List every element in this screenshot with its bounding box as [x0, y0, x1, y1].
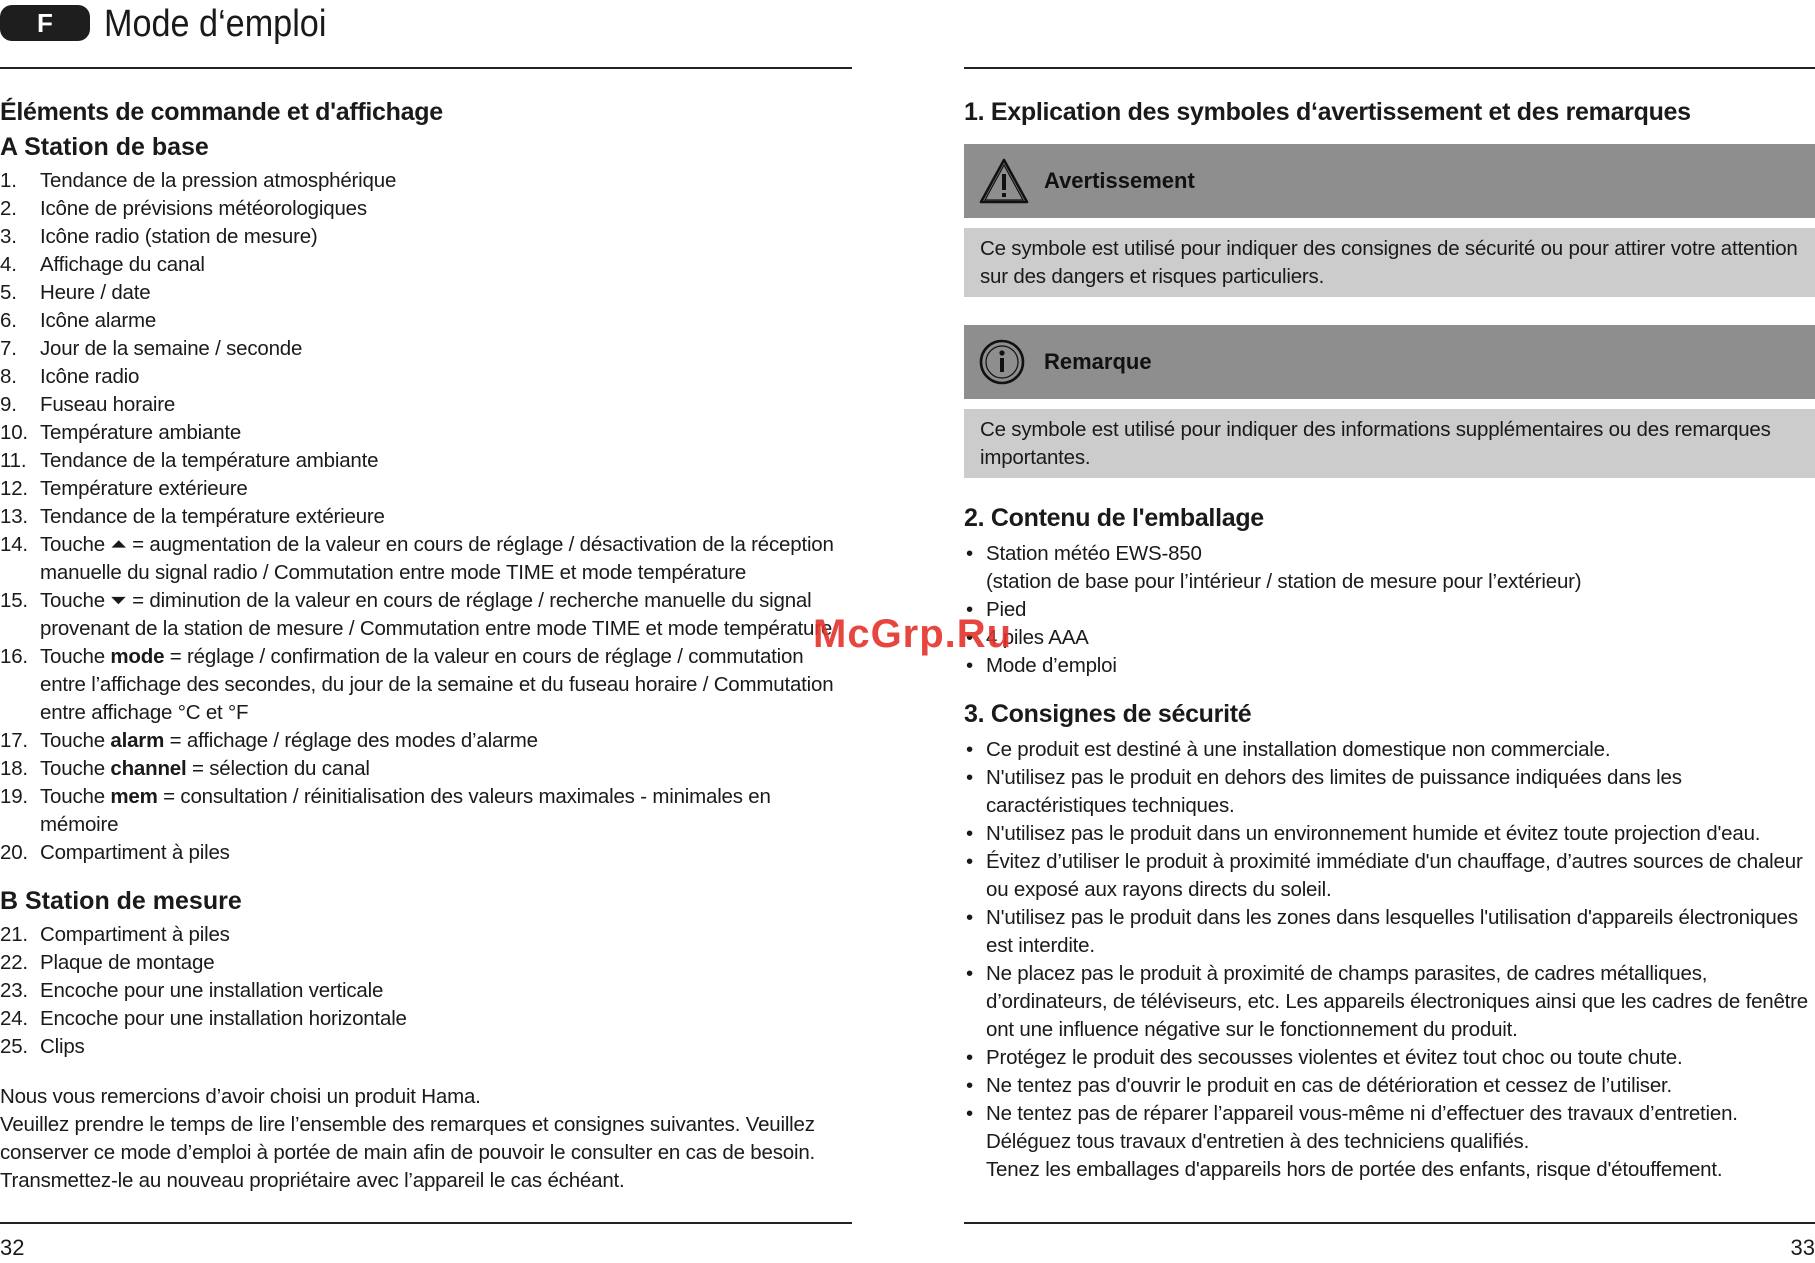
station-a-title: A Station de base	[0, 133, 209, 161]
item-number: 4.	[0, 253, 17, 276]
page-number-left: 32	[0, 1235, 25, 1260]
item-text: Icône radio	[40, 365, 140, 388]
item-number: 2.	[0, 197, 17, 220]
intro-paragraph: Veuillez prendre le temps de lire l’ensemble des remarques et consignes suivantes. Veuillez conserver ce mode d’emploi à portée de main afin de pouvoir le consulter en cas de besoin. Transmettez-le au nouveau propriétaire avec l’appareil le cas échéant.	[0, 1113, 816, 1192]
list-item	[0, 727, 852, 755]
package-section-title: 2. Contenu de l'emballage	[964, 504, 1264, 532]
item-text: Tendance de la température extérieure	[40, 505, 385, 528]
bullet-item	[964, 764, 1815, 820]
watermark-text: McGrp.Ru	[813, 612, 1013, 656]
warning-label: Avertissement	[1044, 168, 1195, 193]
button-name: mode	[110, 645, 165, 668]
item-number: 8.	[0, 365, 17, 388]
item-number: 3.	[0, 225, 17, 248]
item-number: 17.	[0, 729, 28, 752]
list-item	[0, 419, 852, 447]
station-b-title: B Station de mesure	[0, 887, 242, 915]
bullet-text: (station de base pour l’intérieur / station de mesure pour l’extérieur)	[986, 570, 1582, 593]
item-number: 14.	[0, 533, 28, 556]
bullet-text: • Pied	[986, 598, 1027, 621]
button-name: alarm	[110, 729, 165, 752]
item-number: 19.	[0, 785, 28, 808]
list-item	[0, 363, 852, 391]
item-number: 22.	[0, 951, 28, 974]
symbols-section-title: 1. Explication des symboles d‘avertissement et des remarques	[964, 98, 1691, 126]
item-number: 6.	[0, 309, 17, 332]
list-item	[0, 977, 852, 1005]
bullet-text: • 4 piles AAA	[986, 626, 1089, 649]
button-name: mem	[110, 785, 158, 808]
list-item	[0, 223, 852, 251]
bullet-item	[964, 596, 1815, 624]
item-text: Touche	[40, 729, 111, 752]
list-item	[0, 475, 852, 503]
item-text: Touche	[40, 757, 111, 780]
item-text: = sélection du canal	[186, 757, 370, 780]
left-column	[0, 96, 852, 1195]
package-contents-list	[964, 540, 1815, 680]
item-text: Tendance de la température ambiante	[40, 449, 379, 472]
item-text: Icône alarme	[40, 309, 157, 332]
intro-text	[0, 1083, 852, 1195]
item-text: Jour de la semaine / seconde	[40, 337, 303, 360]
list-item	[0, 839, 852, 867]
list-item	[0, 587, 852, 643]
safety-section-title: 3. Consignes de sécurité	[964, 700, 1252, 728]
item-text: = réglage / confirmation de la valeur en cours de réglage / commutation entre l’affichage des secondes, du jour de la semaine et du fuseau horaire / Commutation entre affichage °C et °F	[40, 645, 834, 724]
list-item	[0, 391, 852, 419]
bullet-text: • N'utilisez pas le produit dans un environnement humide et évitez toute projection d'eau.	[986, 822, 1761, 845]
item-number: 12.	[0, 477, 28, 500]
list-item	[0, 531, 852, 587]
bullet-item	[964, 736, 1815, 764]
note-label: Remarque	[1044, 349, 1152, 374]
bullet-text: • N'utilisez pas le produit dans les zones dans lesquelles l'utilisation d'appareils électroniques est interdite.	[986, 906, 1798, 957]
safety-instructions-list	[964, 736, 1815, 1184]
language-tab: F	[0, 5, 90, 41]
bullet-text: • Ne placez pas le produit à proximité de champs parasites, de cadres métalliques, d’ordinateurs, de téléviseurs, etc. Les appareils électroniques ainsi que les cadres de fenêtre ont une influence négative sur le fonctionnement du produit.	[986, 962, 1808, 1041]
bottom-rule-left	[0, 1222, 852, 1224]
list-item	[0, 783, 852, 839]
right-column	[964, 96, 1815, 1184]
warning-triangle-icon	[978, 157, 1030, 205]
item-number: 1.	[0, 169, 17, 192]
item-number: 5.	[0, 281, 17, 304]
list-item	[0, 755, 852, 783]
item-number: 24.	[0, 1007, 28, 1030]
right-page	[964, 0, 1815, 1263]
item-number: 13.	[0, 505, 28, 528]
bullet-text: • Évitez d’utiliser le produit à proximité immédiate d'un chauffage, d’autres sources de chaleur ou exposé aux rayons directs du soleil.	[986, 850, 1803, 901]
item-text: Touche ⏷ = diminution de la valeur en cours de réglage / recherche manuelle du signal provenant de la station de mesure / Commutation entre mode TIME et mode température	[40, 589, 833, 640]
document-title: Mode d‘emploi	[104, 3, 327, 45]
item-number: 18.	[0, 757, 28, 780]
bullet-text: Tenez les emballages d'appareils hors de portée des enfants, risque d'étouffement.	[986, 1158, 1723, 1181]
list-item	[0, 921, 852, 949]
item-text: Affichage du canal	[40, 253, 205, 276]
list-item	[0, 949, 852, 977]
list-item	[0, 195, 852, 223]
list-item	[0, 447, 852, 475]
bullet-item	[964, 540, 1815, 596]
warning-header	[964, 144, 1815, 218]
bullet-text: • Protégez le produit des secousses violentes et évitez tout choc ou toute chute.	[986, 1046, 1683, 1069]
note-header	[964, 325, 1815, 399]
bullet-item	[964, 820, 1815, 848]
item-number: 15.	[0, 589, 28, 612]
bullet-item	[964, 960, 1815, 1044]
list-item	[0, 1005, 852, 1033]
bullet-text: • N'utilisez pas le produit en dehors des limites de puissance indiquées dans les caractéristiques techniques.	[986, 766, 1682, 817]
item-text: Touche	[40, 785, 111, 808]
item-text: Icône radio (station de mesure)	[40, 225, 318, 248]
item-text: Heure / date	[40, 281, 151, 304]
bullet-text: • Ce produit est destiné à une installation domestique non commerciale.	[986, 738, 1611, 761]
item-text: = consultation / réinitialisation des valeurs maximales - minimales en mémoire	[40, 785, 771, 836]
item-text: Touche ⏶ = augmentation de la valeur en cours de réglage / désactivation de la réception manuelle du signal radio / Commutation entre mode TIME et mode température	[40, 533, 834, 584]
top-rule-right	[964, 67, 1815, 69]
item-number: 10.	[0, 421, 28, 444]
item-text: Fuseau horaire	[40, 393, 176, 416]
bottom-rule-right	[964, 1222, 1815, 1224]
left-page	[0, 0, 852, 1263]
item-text: Plaque de montage	[40, 951, 215, 974]
list-item	[0, 279, 852, 307]
item-text: Encoche pour une installation horizontale	[40, 1007, 407, 1030]
item-text: Compartiment à piles	[40, 923, 230, 946]
warning-description: Ce symbole est utilisé pour indiquer des consignes de sécurité ou pour attirer votre attention sur des dangers et risques particuliers.	[964, 228, 1815, 297]
item-text: Tendance de la pression atmosphérique	[40, 169, 397, 192]
bullet-text: • Ne tentez pas de réparer l’appareil vous-même ni d’effectuer des travaux d’entretien. Déléguez tous travaux d'entretien à des techniciens qualifiés.	[986, 1102, 1738, 1153]
list-item	[0, 307, 852, 335]
bullet-item	[964, 652, 1815, 680]
item-text: = affichage / réglage des modes d’alarme	[164, 729, 538, 752]
item-number: 16.	[0, 645, 28, 668]
list-item	[0, 335, 852, 363]
item-number: 25.	[0, 1035, 28, 1058]
list-item	[0, 1033, 852, 1061]
station-a-list	[0, 167, 852, 867]
list-item	[0, 251, 852, 279]
item-text: Encoche pour une installation verticale	[40, 979, 384, 1002]
list-item	[0, 503, 852, 531]
item-text: Température extérieure	[40, 477, 248, 500]
bullet-item	[964, 1044, 1815, 1072]
item-text: Clips	[40, 1035, 85, 1058]
page-number-right: 33	[1790, 1235, 1815, 1260]
bullet-text: • Mode d’emploi	[986, 654, 1117, 677]
bullet-item	[964, 624, 1815, 652]
item-number: 20.	[0, 841, 28, 864]
bullet-text: • Ne tentez pas d'ouvrir le produit en cas de détérioration et cessez de l’utiliser.	[986, 1074, 1673, 1097]
list-item	[0, 643, 852, 727]
bullet-item	[964, 848, 1815, 904]
item-number: 7.	[0, 337, 17, 360]
info-circle-icon	[978, 338, 1030, 386]
bullet-text: • Station météo EWS-850	[986, 542, 1202, 565]
intro-paragraph: Nous vous remercions d’avoir choisi un produit Hama.	[0, 1085, 481, 1108]
station-b-list	[0, 921, 852, 1061]
top-rule-left	[0, 67, 852, 69]
item-number: 11.	[0, 449, 27, 472]
bullet-item	[964, 1072, 1815, 1100]
item-number: 21.	[0, 923, 28, 946]
item-number: 9.	[0, 393, 17, 416]
note-description: Ce symbole est utilisé pour indiquer des informations supplémentaires ou des remarques importantes.	[964, 409, 1815, 478]
bullet-item	[964, 1100, 1815, 1184]
list-item	[0, 167, 852, 195]
button-name: channel	[110, 757, 187, 780]
item-text: Température ambiante	[40, 421, 242, 444]
item-text: Touche	[40, 645, 111, 668]
bullet-item	[964, 904, 1815, 960]
controls-section-title: Éléments de commande et d'affichage	[0, 98, 443, 126]
item-text: Icône de prévisions météorologiques	[40, 197, 367, 220]
item-text: Compartiment à piles	[40, 841, 230, 864]
item-number: 23.	[0, 979, 28, 1002]
